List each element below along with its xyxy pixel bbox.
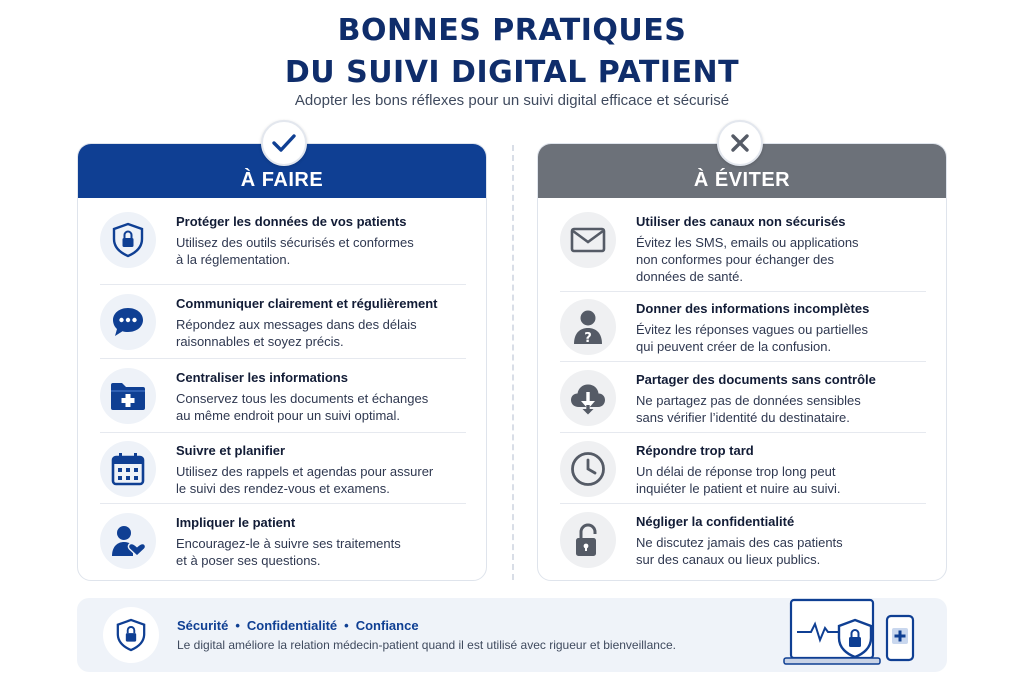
avoid-panel [537,143,947,581]
item-desc: Un délai de réponse trop long peut inquiéter le patient et nuire au suivi. [636,464,841,496]
do-panel [77,143,487,581]
open-padlock-icon [560,512,616,568]
title-line-1: BONNES PRATIQUES [337,13,687,48]
shield-lock-icon [103,607,159,663]
title-line-2: DU SUIVI DIGITAL PATIENT [284,55,740,90]
item-desc: Conservez tous les documents et échanges au même endroit pour un suivi optimal. [176,391,429,423]
item-title: Impliquer le patient [176,515,296,530]
item-desc: Évitez les réponses vagues ou partielles qui peuvent créer de la confusion. [636,322,868,354]
item-desc: Utilisez des rappels et agendas pour assurer le suivi des rendez-vous et examens. [176,464,434,496]
avoid-item-incomplete-info [560,292,926,362]
envelope-icon [560,212,616,268]
shield-lock-icon [100,212,156,268]
center-divider [512,145,514,580]
item-desc: Répondez aux messages dans des délais raisonnables et soyez précis. [176,317,417,349]
clock-icon [560,441,616,497]
value-security: Sécurité [177,618,229,633]
avoid-panel-heading: À ÉVITER [538,144,946,198]
do-item-protect-data [100,198,466,285]
shield-lock-icon [839,620,871,657]
page-subtitle: Adopter les bons réflexes pour un suivi digital efficace et sécurisé [294,92,730,109]
cross-icon [717,120,763,166]
separator: • [344,618,349,633]
item-desc: Ne partagez pas de données sensibles sans vérifier l’identité du destinataire. [636,393,861,425]
value-trust: Confiance [355,618,419,633]
medical-folder-icon [100,368,156,424]
checkmark-icon [261,120,307,166]
calendar-icon [100,441,156,497]
avoid-item-uncontrolled-sharing [560,362,926,433]
item-title: Suivre et planifier [176,443,286,458]
do-item-centralize [100,359,466,433]
do-item-plan [100,433,466,504]
do-item-communicate [100,285,466,359]
avoid-item-unsecured-channels [560,198,926,292]
item-desc: Encouragez-le à suivre ses traitements et à poser ses questions. [176,536,401,568]
footer-desc: Le digital améliore la relation médecin-patient quand il est utilisé avec rigueur et bienveillance. [177,638,676,652]
item-title: Communiquer clairement et régulièrement [176,296,438,311]
do-item-involve-patient [100,504,466,576]
item-title: Négliger la confidentialité [636,514,795,529]
smartphone-icon [887,616,913,660]
avoid-item-late-reply [560,433,926,504]
item-title: Centraliser les informations [176,370,348,385]
footer-banner [77,598,947,672]
item-title: Donner des informations incomplètes [636,301,870,316]
page-title [0,10,1024,94]
item-desc: Évitez les SMS, emails ou applications non conformes pour échanger des données de santé. [636,235,859,284]
do-panel-heading: À FAIRE [78,144,486,198]
separator: • [235,618,240,633]
cloud-download-icon [560,370,616,426]
item-desc: Utilisez des outils sécurisés et conformes à la réglementation. [176,235,414,267]
item-desc: Ne discutez jamais des cas patients sur des canaux ou lieux publics. [636,535,843,567]
item-title: Utiliser des canaux non sécurisés [636,214,846,229]
person-question-icon [560,299,616,355]
patient-heart-icon [100,513,156,569]
item-title: Protéger les données de vos patients [176,214,407,229]
item-title: Partager des documents sans contrôle [636,372,876,387]
footer-values [177,618,419,633]
chat-bubble-icon [100,294,156,350]
avoid-item-neglect-confidentiality [560,504,926,576]
value-confidentiality: Confidentialité [246,618,338,633]
svg-text:?: ? [584,331,592,345]
item-title: Répondre trop tard [636,443,754,458]
devices-illustration [783,598,923,677]
